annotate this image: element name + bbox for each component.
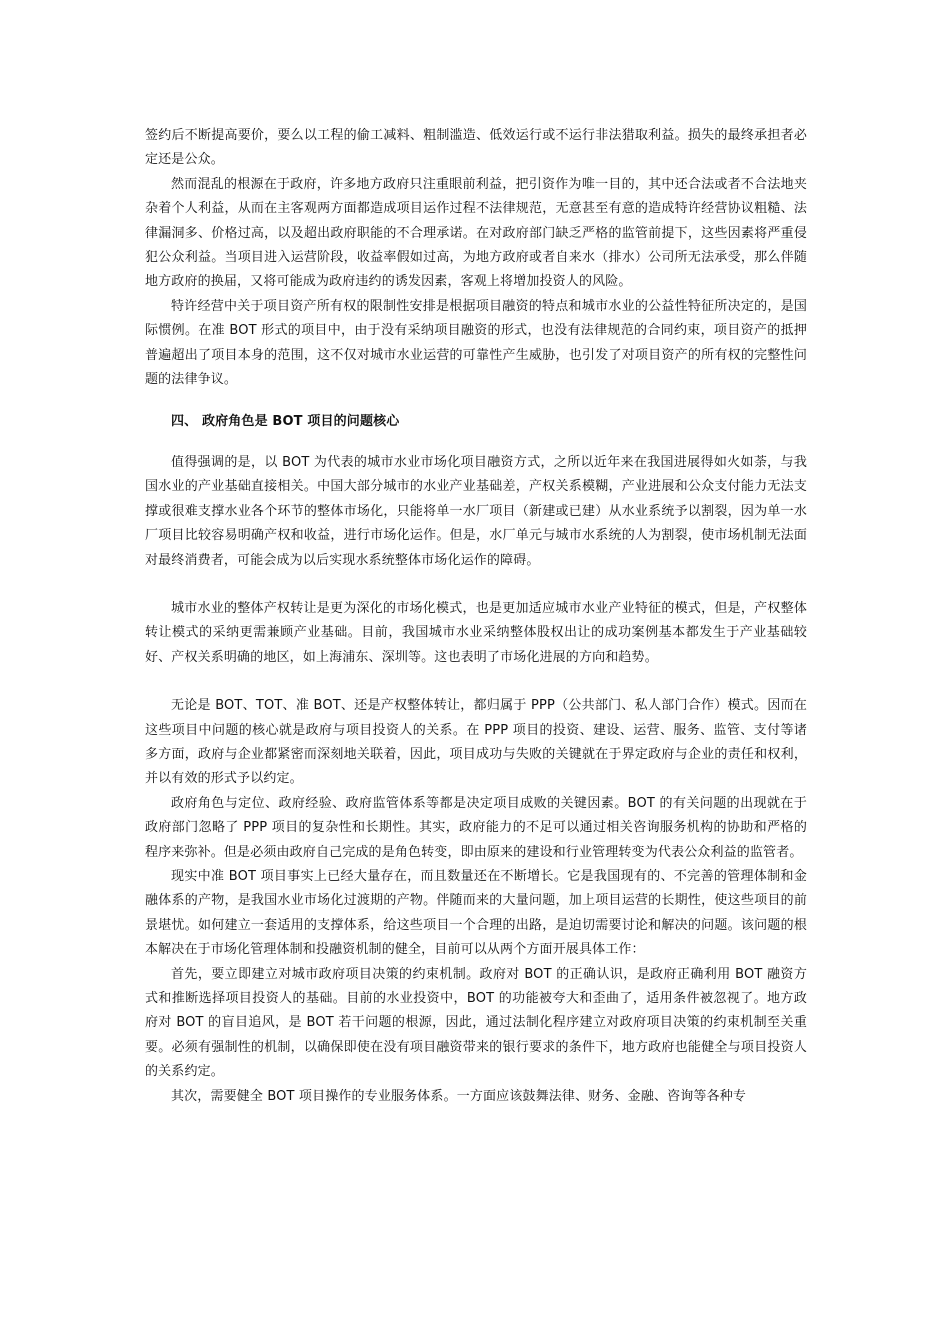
paragraph-4: 值得强调的是，以 BOT 为代表的城市水业市场化项目融资方式，之所以近年来在我国进展得如火如荼，与我国水业的产业基础直接相关。中国大部分城市的水业产业基础差，产权关系模糊，产业进展和公众支付能力无法支撑或很难支撑水业各个环节的整体市场化，只能将单一水厂项目（新建或已建）从水业系统予以割裂，因为单一水厂项目比较容易明确产权和收益，进行市场化运作。但是，水厂单元与城市水系统的人为割裂，使市场机制无法面对最终消费者，可能会成为以后实现水系统整体市场化运作的障碍。	[145, 454, 807, 568]
paragraph-6: 无论是 BOT、TOT、准 BOT、还是产权整体转让，都归属于 PPP（公共部门、私人部门合作）模式。因而在这些项目中问题的核心就是政府与项目投资人的关系。在 PPP 项目的投资、建设、运营、服务、监管、支付等诸多方面，政府与企业都紧密而深刻地关联着，因此，项目成功与失败的关键就在于界定政府与企业的责任和权利，并以有效的形式予以约定。	[145, 698, 807, 787]
paragraph-3: 特许经营中关于项目资产所有权的限制性安排是根据项目融资的特点和城市水业的公益性特征所决定的，是国际惯例。在准 BOT 形式的项目中，由于没有采纳项目融资的形式，也没有法律规范的合同约束，项目资产的抵押普遍超出了项目本身的范围，这不仅对城市水业运营的可靠性产生威胁，也引发了对项目资产的所有权的完整性问题的法律争议。	[145, 298, 807, 388]
paragraph-8: 现实中准 BOT 项目事实上已经大量存在，而且数量还在不断增长。它是我国现有的、不完善的管理体制和金融体系的产物，是我国水业市场化过渡期的产物。伴随而来的大量问题，加上项目运营的长期性，使这些项目的前景堪忧。如何建立一套适用的支撑体系，给这些项目一个合理的出路，是迫切需要讨论和解决的问题。该问题的根本解决在于市场化管理体制和投融资机制的健全，目前可以从两个方面开展具体工作：	[145, 868, 807, 958]
paragraph-5: 城市水业的整体产权转让是更为深化的市场化模式，也是更加适应城市水业产业特征的模式，但是，产权整体转让模式的采纳更需兼顾产业基础。目前，我国城市水业采纳整体股权出让的成功案例基本都发生于产业基础较好、产权关系明确的地区，如上海浦东、深圳等。这也表明了市场化进展的方向和趋势。	[145, 600, 807, 665]
section-heading: 四、 政府角色是 BOT 项目的问题核心	[171, 414, 400, 430]
spacer	[145, 670, 807, 694]
paragraph-7: 政府角色与定位、政府经验、政府监管体系等都是决定项目成败的关键因素。BOT 的有关问题的出现就在于政府部门忽略了 PPP 项目的复杂性和长期性。其实，政府能力的不足可以通过相关咨询服务机构的协助和严格的程序来弥补。但是必须由政府自己完成的是角色转变，即由原来的建设和行业管理转变为代表公众利益的监管者。	[145, 795, 807, 860]
document-page	[145, 124, 807, 1109]
spacer	[145, 435, 807, 451]
spacer	[145, 392, 807, 410]
paragraph-1: 签约后不断提高要价，要么以工程的偷工减料、粗制滥造、低效运行或不运行非法猎取利益。损失的最终承担者必定还是公众。	[145, 128, 807, 168]
paragraph-10: 其次，需要健全 BOT 项目操作的专业服务体系。一方面应该鼓舞法律、财务、金融、咨询等各种专	[171, 1088, 747, 1104]
spacer	[145, 573, 807, 597]
paragraph-2: 然而混乱的根源在于政府，许多地方政府只注重眼前利益，把引资作为唯一目的，其中还合法或者不合法地夹杂着个人利益，从而在主客观两方面都造成项目运作过程不法律规范，无意甚至有意的造成特许经营协议粗糙、法律漏洞多、价格过高，以及超出政府职能的不合理承诺。在对政府部门缺乏严格的监管前提下，这些因素将严重侵犯公众利益。当项目进入运营阶段，收益率假如过高，为地方政府或者自来水（排水）公司所无法承受，那么伴随地方政府的换届，又将可能成为政府违约的诱发因素，客观上将增加投资人的风险。	[145, 176, 807, 290]
paragraph-9: 首先，要立即建立对城市政府项目决策的约束机制。政府对 BOT 的正确认识，是政府正确利用 BOT 融资方式和推断选择项目投资人的基础。目前的水业投资中，BOT 的功能被夸大和歪曲了，适用条件被忽视了。地方政府对 BOT 的盲目追风，是 BOT 若干问题的根源，因此，通过法制化程序建立对政府项目决策的约束机制至关重要。必须有强制性的机制，以确保即使在没有项目融资带来的银行要求的条件下，地方政府也能健全与项目投资人的关系约定。	[145, 966, 807, 1080]
